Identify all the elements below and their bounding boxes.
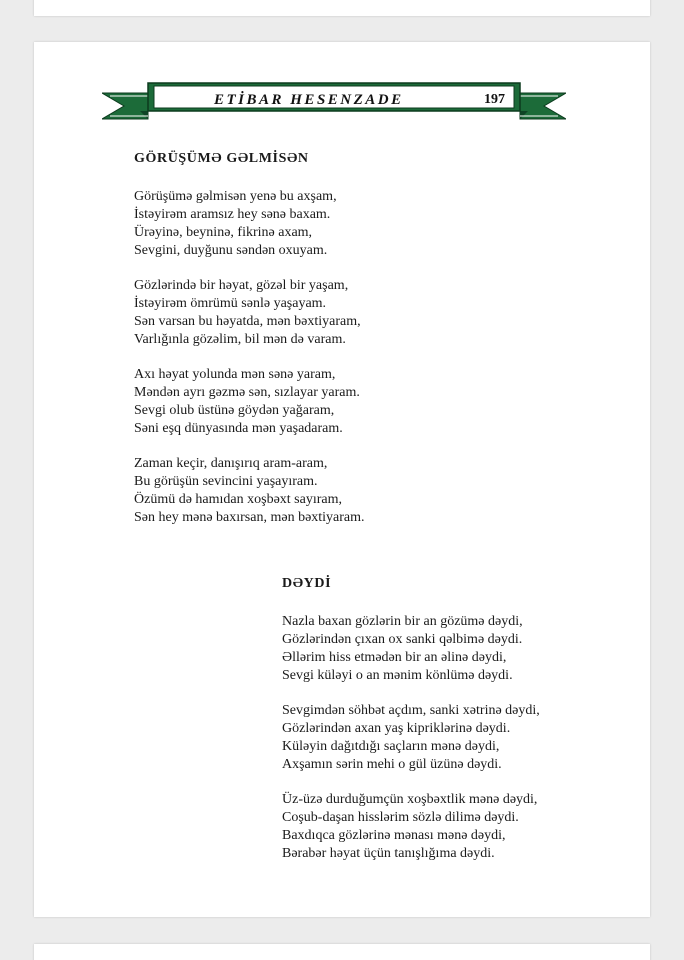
poem-line: Axşamın sərin mehi o gül üzünə dəydi. <box>282 757 502 772</box>
book-page <box>34 42 650 917</box>
poem-stanza <box>134 188 365 260</box>
poem-line: Gözlərindən axan yaş kipriklərinə dəydi. <box>282 721 511 736</box>
poem-line: Coşub-daşan hisslərim sözlə dilimə dəydi. <box>282 810 519 825</box>
poem-stanza <box>134 277 365 349</box>
poem-line: Özümü də hamıdan xoşbəxt sayıram, <box>134 492 343 507</box>
poem-stanza <box>134 455 365 527</box>
poem-line: İstəyirəm aramsız hey sənə baxam. <box>134 207 331 222</box>
poem-line: Səni eşq dünyasında mən yaşadaram. <box>134 421 343 436</box>
poem-line: Əllərim hiss etmədən bir an əlinə dəydi, <box>282 650 507 665</box>
poem-line: Sevgi küləyi o an mənim könlümə dəydi. <box>282 668 513 683</box>
poem-line: Nazla baxan gözlərin bir an gözümə dəydi, <box>282 614 523 629</box>
header-author-name: ETİBAR HESENZADE <box>214 92 404 108</box>
poem-line: Gözlərindən çıxan ox sanki qəlbimə dəydi. <box>282 632 523 647</box>
poem-body-deydi <box>282 613 540 880</box>
poem-stanza <box>134 366 365 438</box>
poem-line: Bu görüşün sevincini yaşayıram. <box>134 474 318 489</box>
poem-line: Üz-üzə durduğumçün xoşbəxtlik mənə dəydi, <box>282 792 538 807</box>
poem-line: Gözlərində bir həyat, gözəl bir yaşam, <box>134 278 349 293</box>
poem-title-deydi: DƏYDİ <box>282 576 332 591</box>
poem-stanza <box>282 791 540 863</box>
next-page-sheet <box>34 944 650 960</box>
poem-line: Məndən ayrı gəzmə sən, sızlayar yaram. <box>134 385 360 400</box>
poem-line: Görüşümə gəlmisən yenə bu axşam, <box>134 189 337 204</box>
poem-stanza <box>282 613 540 685</box>
poem-stanza <box>282 702 540 774</box>
poem-title-gorusume-gelmisen: GÖRÜŞÜMƏ GƏLMİSƏN <box>134 151 309 166</box>
poem-line: Bərabər həyat üçün tanışlığıma dəydi. <box>282 846 495 861</box>
poem-line: Sevgini, duyğunu səndən oxuyam. <box>134 243 328 258</box>
page-header-banner <box>102 82 566 122</box>
poem-line: Varlığınla gözəlim, bil mən də varam. <box>134 332 346 347</box>
poem-line: Sən hey mənə baxırsan, mən bəxtiyaram. <box>134 510 365 525</box>
poem-line: Küləyin dağıtdığı saçların mənə dəydi, <box>282 739 500 754</box>
poem-body-gorusume-gelmisen <box>134 188 365 544</box>
poem-line: Axı həyat yolunda mən sənə yaram, <box>134 367 336 382</box>
poem-line: Sevgimdən söhbət açdım, sanki xətrinə dəydi, <box>282 703 540 718</box>
poem-line: Ürəyinə, beyninə, fikrinə axam, <box>134 225 313 240</box>
poem-line: Baxdıqca gözlərinə mənası mənə dəydi, <box>282 828 506 843</box>
poem-line: Sən varsan bu həyatda, mən bəxtiyaram, <box>134 314 361 329</box>
header-page-number: 197 <box>484 92 505 107</box>
poem-line: Zaman keçir, danışırıq aram-aram, <box>134 456 328 471</box>
previous-page-sheet <box>34 0 650 16</box>
poem-line: İstəyirəm ömrümü sənlə yaşayam. <box>134 296 327 311</box>
poem-line: Sevgi olub üstünə göydən yağaram, <box>134 403 335 418</box>
